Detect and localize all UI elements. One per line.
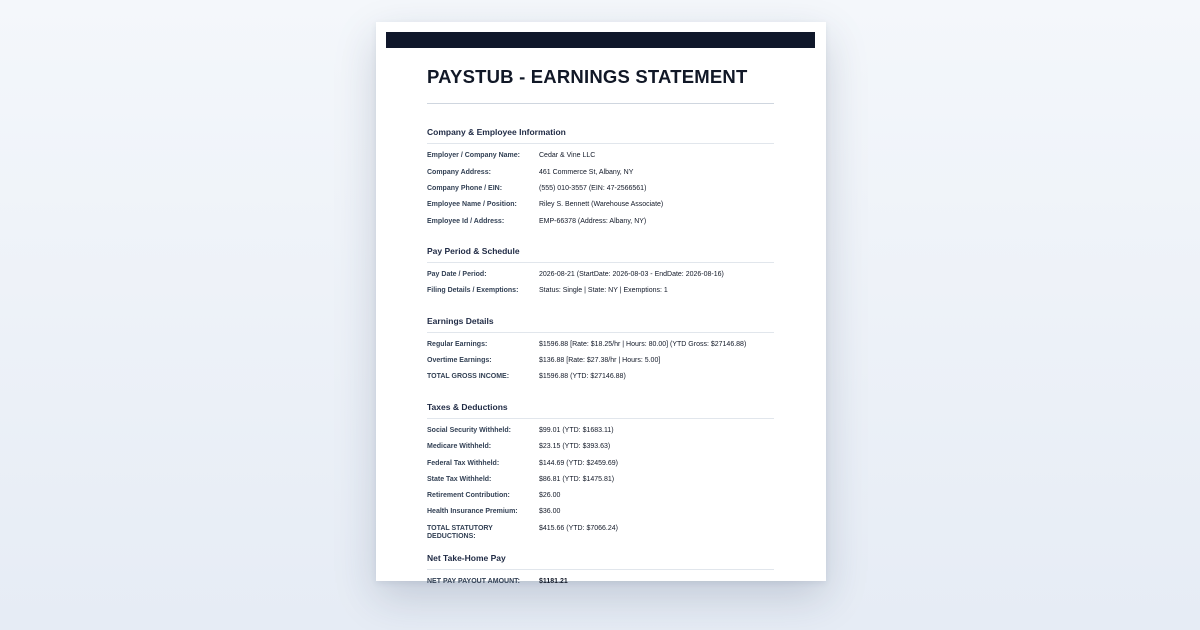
field-label: Employee Id / Address: [427,217,505,225]
field-value: $1181.21 [539,578,568,586]
section-company-employee-information [427,127,774,234]
federal-tax-withheld-row [427,460,774,476]
field-label: Regular Earnings: [427,340,488,348]
field-value: $144.69 (YTD: $2459.69) [539,459,618,467]
section-divider [427,332,774,333]
pay-date-period-row [427,271,774,287]
retirement-contribution-row [427,492,774,508]
section-taxes-deductions [427,402,774,541]
section-title: Net Take-Home Pay [427,552,506,563]
field-label: Pay Date / Period: [427,271,487,279]
field-value: $415.66 (YTD: $7066.24) [539,524,618,532]
section-earnings-details [427,316,774,390]
field-value: $99.01 (YTD: $1683.11) [539,426,614,434]
section-title: Company & Employee Information [427,127,566,138]
field-label: Federal Tax Withheld: [427,459,500,467]
health-insurance-premium-row [427,508,774,524]
field-value: $23.15 (YTD: $393.63) [539,443,611,451]
field-value: $1596.88 (YTD: $27146.88) [539,373,626,381]
state-tax-withheld-row [427,476,774,492]
field-value: $36.00 [539,508,561,516]
field-label: Overtime Earnings: [427,357,492,365]
field-label: Medicare Withheld: [427,443,492,451]
section-divider [427,418,774,419]
field-value: (555) 010-3557 (EIN: 47-2566561) [539,184,647,192]
section-title: Taxes & Deductions [427,401,508,412]
field-label: Employer / Company Name: [427,152,520,160]
document-title: PAYSTUB - EARNINGS STATEMENT [427,66,748,87]
field-label: Company Phone / EIN: [427,184,503,192]
company-address-row [427,169,774,185]
field-label: Employee Name / Position: [427,201,517,209]
field-value: $1596.88 [Rate: $18.25/hr | Hours: 80.00] (YTD Gross: $27146.88) [539,340,747,348]
net-pay-payout-amount-row [427,578,774,594]
total-gross-income-row [427,373,774,389]
total-statutory-deductions-row [427,525,774,541]
section-title: Earnings Details [427,315,494,326]
document-header-bar [386,32,815,48]
field-label: Filing Details / Exemptions: [427,287,519,295]
employee-id-address-row [427,218,774,234]
field-label: State Tax Withheld: [427,475,492,483]
filing-details-exemptions-row [427,287,774,303]
medicare-withheld-row [427,443,774,459]
field-value: $136.88 [Rate: $27.38/hr | Hours: 5.00] [539,357,661,365]
employer-company-name-row [427,152,774,168]
field-value: 2026-08-21 (StartDate: 2026-08-03 - EndDate: 2026-08-16) [539,271,724,279]
field-value: 461 Commerce St, Albany, NY [539,168,634,176]
social-security-withheld-row [427,427,774,443]
field-value: Status: Single | State: NY | Exemptions: 1 [539,287,668,295]
field-value: Riley S. Bennett (Warehouse Associate) [539,201,664,209]
paystub-document [376,22,826,586]
field-label: Social Security Withheld: [427,426,511,434]
regular-earnings-row [427,341,774,357]
field-label: NET PAY PAYOUT AMOUNT: [427,578,520,586]
field-value: $26.00 [539,492,561,500]
field-label: Company Address: [427,168,491,176]
section-divider [427,143,774,144]
section-divider [427,569,774,570]
company-phone-ein-row [427,185,774,201]
field-label: Health Insurance Premium: [427,508,518,516]
field-label: TOTAL GROSS INCOME: [427,373,510,381]
section-pay-period-schedule [427,246,774,304]
field-label: Retirement Contribution: [427,492,510,500]
document-content [427,66,774,606]
field-label: TOTAL STATUTORY DEDUCTIONS: [427,524,493,541]
field-value: Cedar & Vine LLC [539,152,596,160]
section-divider [427,262,774,263]
overtime-earnings-row [427,357,774,373]
employee-name-position-row [427,201,774,217]
field-value: EMP-66378 (Address: Albany, NY) [539,217,647,225]
section-net-take-home-pay [427,553,774,594]
title-divider [427,103,774,104]
section-title: Pay Period & Schedule [427,245,520,256]
field-value: $86.81 (YTD: $1475.81) [539,475,615,483]
